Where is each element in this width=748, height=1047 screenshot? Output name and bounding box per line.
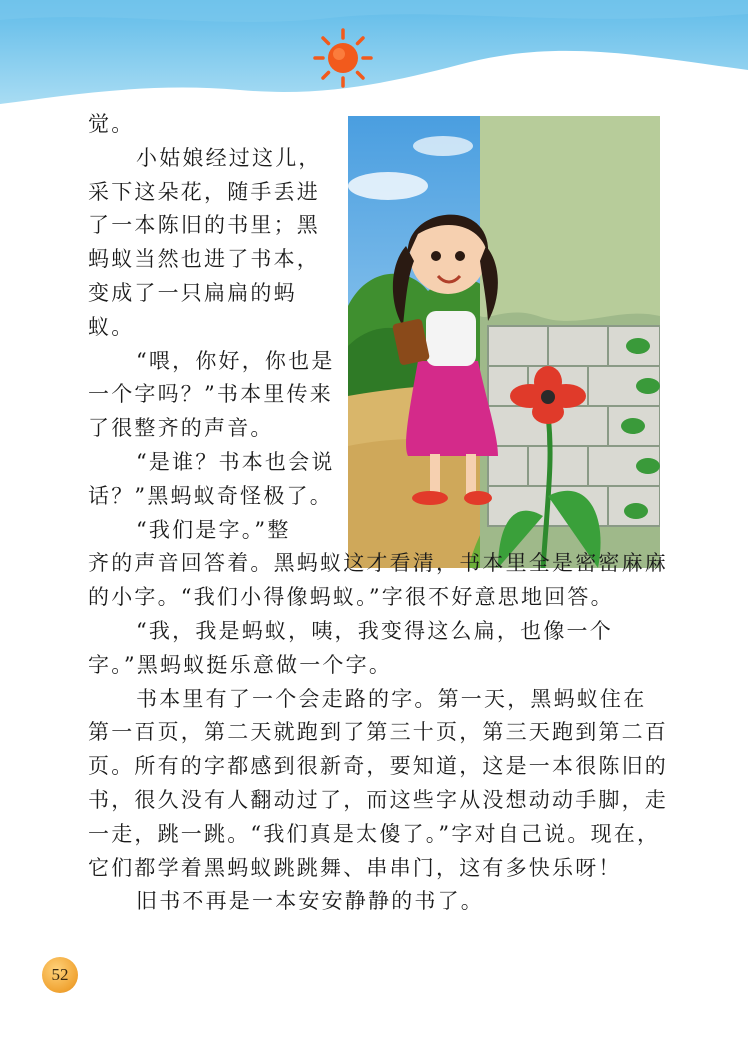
sun-icon [313,28,373,88]
paragraph: 旧书不再是一本安安静静的书了。 [136,889,484,914]
wide-column [88,547,668,919]
header-sky-wave [0,0,748,110]
paragraph: “喂，你好，你也是一个字吗？”书本里传来了很整齐的声音。 [88,348,335,441]
paragraph: 齐的声音回答着。黑蚂蚁这才看清，书本里全是密密麻麻的小字。“我们小得像蚂蚁。”字很不好意思地回答。 [88,551,668,610]
paragraph: 书本里有了一个会走路的字。第一天，黑蚂蚁住在第一百页，第二天就跑到了第三十页，第三天跑到第二百页。所有的字都感到很新奇，要知道，这是一本很陈旧的书，很久没有人翻动过了，而这些字从没想动动手脚，走一走，跳一跳。“我们真是太傻了。”字对自己说。现在，它们都学着黑蚂蚁跳跳舞、串串门，这有多快乐呀！ [88,686,668,880]
paragraph: 小姑娘经过这儿，采下这朵花，随手丢进了一本陈旧的书里；黑蚂蚁当然也进了书本，变成了一只扁扁的蚂蚁。 [88,145,322,339]
narrow-column [88,108,338,547]
paragraph: “我，我是蚂蚁，咦，我变得这么扁，也像一个字。”黑蚂蚁挺乐意做一个字。 [88,618,613,677]
page-number: 52 [42,957,78,993]
story-text [88,108,668,919]
paragraph: “是谁？书本也会说话？”黑蚂蚁奇怪极了。 [88,449,335,508]
paragraph: “我们是字。”整 [136,517,291,542]
paragraph: 觉。 [88,112,135,136]
